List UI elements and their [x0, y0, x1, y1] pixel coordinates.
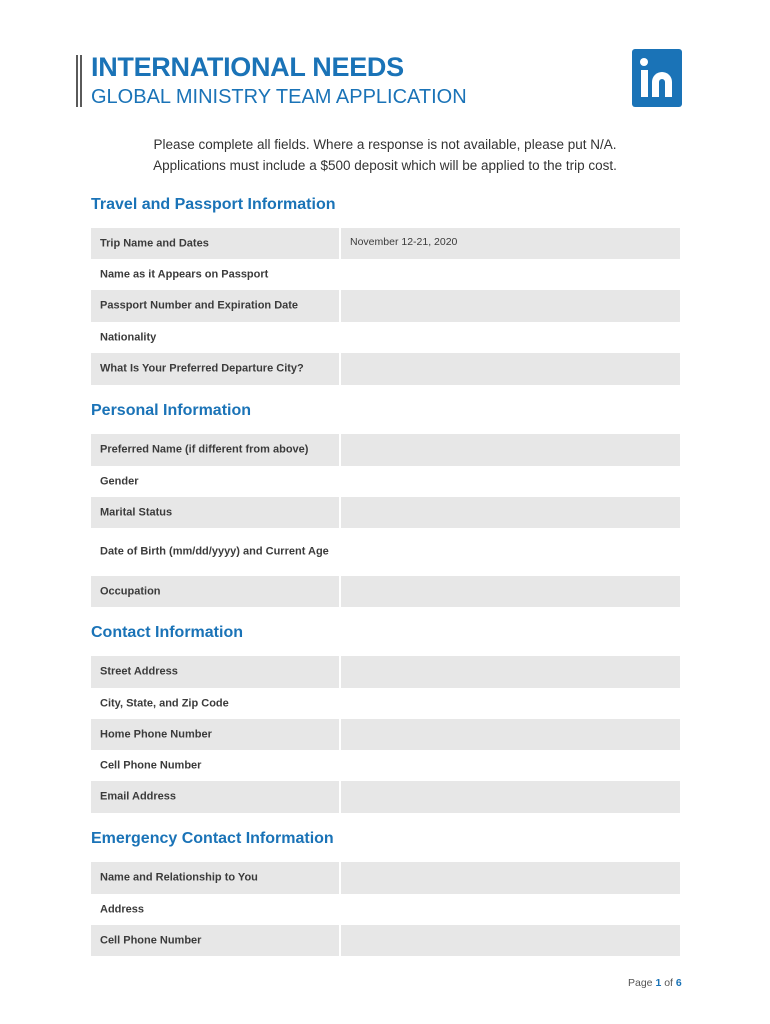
section-title-travel: Travel and Passport Information: [91, 196, 336, 213]
field-label: Home Phone Number: [100, 728, 212, 740]
form-row: [91, 497, 680, 528]
column-divider: [339, 862, 341, 894]
form-row: [91, 259, 680, 290]
form-row: [91, 894, 680, 925]
column-divider: [339, 259, 341, 290]
form-row: [91, 528, 680, 576]
form-row: [91, 656, 680, 688]
field-label: Name and Relationship to You: [100, 871, 258, 884]
form-row: [91, 781, 680, 813]
form-row: [91, 688, 680, 719]
header-accent-bars: [76, 55, 83, 107]
column-divider: [339, 656, 341, 688]
form-row: [91, 466, 680, 497]
form-row: [91, 290, 680, 322]
column-divider: [339, 528, 341, 576]
field-label: Address: [100, 903, 145, 915]
form-row: [91, 322, 680, 353]
organization-logo-icon: [632, 49, 682, 107]
form-row: [91, 228, 680, 259]
column-divider: [339, 719, 341, 750]
column-divider: [339, 576, 341, 607]
page-word: Page: [628, 977, 653, 989]
instructions-line-1: Please complete all fields. Where a response is not available, please put N/A.: [153, 137, 617, 152]
column-divider: [339, 688, 341, 719]
column-divider: [339, 750, 341, 781]
form-row: [91, 862, 680, 894]
column-divider: [339, 925, 341, 956]
field-label: City, State, and Zip Code: [100, 697, 229, 709]
field-label: Passport Number and Expiration Date: [100, 299, 299, 312]
field-label: Date of Birth (mm/dd/yyyy) and Current Age: [100, 545, 329, 558]
column-divider: [339, 353, 341, 385]
page-number: [628, 977, 682, 989]
field-label: Email Address: [100, 790, 177, 803]
form-title: GLOBAL MINISTRY TEAM APPLICATION: [91, 86, 467, 108]
field-label: Preferred Name (if different from above): [100, 443, 309, 456]
column-divider: [339, 466, 341, 497]
total-pages: 6: [675, 977, 682, 989]
column-divider: [339, 434, 341, 466]
section-title-personal: Personal Information: [91, 402, 252, 419]
section-title-contact: Contact Information: [91, 624, 243, 641]
column-divider: [339, 322, 341, 353]
field-value[interactable]: November 12-21, 2020: [350, 236, 458, 248]
organization-name: INTERNATIONAL NEEDS: [91, 52, 404, 82]
column-divider: [339, 290, 341, 322]
form-row: [91, 576, 680, 607]
field-label: Cell Phone Number: [100, 759, 202, 771]
of-word: of: [664, 977, 673, 989]
column-divider: [339, 497, 341, 528]
form-row: [91, 719, 680, 750]
field-label: Name as it Appears on Passport: [100, 268, 269, 280]
form-row: [91, 353, 680, 385]
column-divider: [339, 894, 341, 925]
instructions-line-2: Applications must include a $500 deposit which will be applied to the trip cost.: [153, 158, 617, 173]
current-page: 1: [655, 977, 662, 989]
column-divider: [339, 228, 341, 259]
form-row: [91, 925, 680, 956]
field-label: Nationality: [100, 331, 157, 343]
form-row: [91, 750, 680, 781]
field-label: Occupation: [100, 585, 161, 597]
field-label: Cell Phone Number: [100, 934, 202, 946]
field-label: Trip Name and Dates: [100, 237, 209, 249]
column-divider: [339, 781, 341, 813]
field-label: What Is Your Preferred Departure City?: [100, 362, 304, 375]
form-row: [91, 434, 680, 466]
section-title-emergency: Emergency Contact Information: [91, 830, 334, 847]
field-label: Street Address: [100, 665, 178, 678]
field-label: Gender: [100, 475, 139, 487]
field-label: Marital Status: [100, 506, 173, 518]
